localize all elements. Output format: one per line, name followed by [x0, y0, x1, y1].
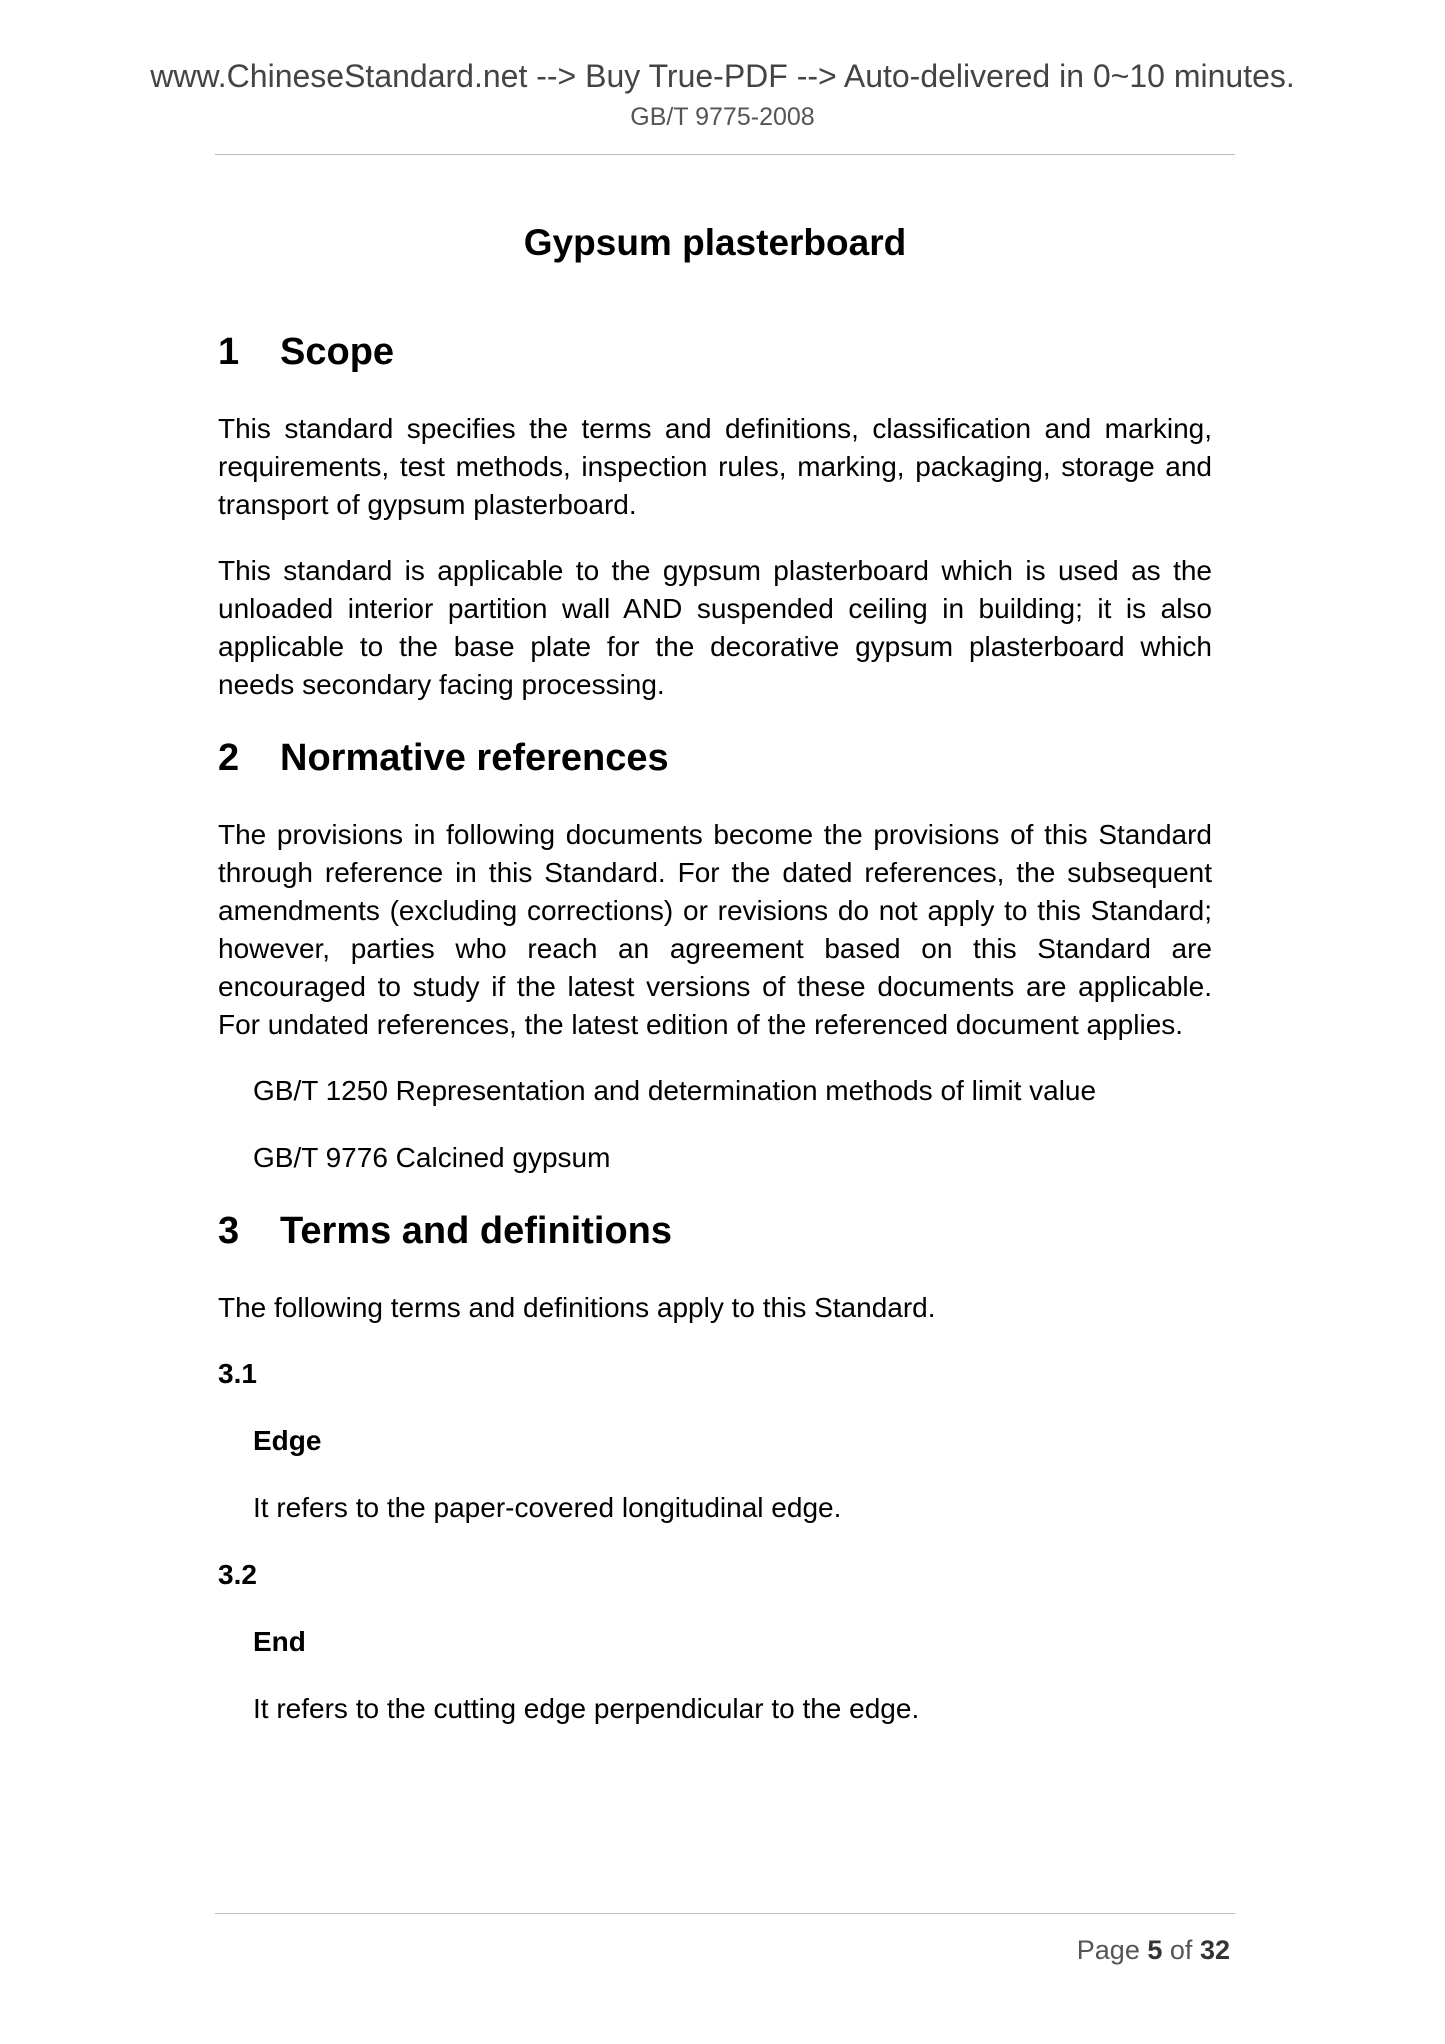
scope-paragraph-1: This standard specifies the terms and definitions, classification and marking, requirements, test methods, inspection rules, marking, packaging, storage and transport of gypsum plasterboard. [218, 413, 1212, 520]
terms-intro: The following terms and definitions apply to this Standard. [218, 1292, 936, 1323]
reference-item: GB/T 1250 Representation and determination methods of limit value [253, 1075, 1097, 1106]
page-number [1077, 1933, 1230, 1967]
references-paragraph: The provisions in following documents become the provisions of this Standard through reference in this Standard. For the dated references, the subsequent amendments (excluding corrections) or revisions do not apply to this Standard; however, parties who reach an agreement based on this Standard are encouraged to study if the latest versions of these documents are applicable. For undated references, the latest edition of the referenced document applies. [218, 819, 1212, 1040]
section-number: 3 [218, 1210, 240, 1252]
term-definition: It refers to the cutting edge perpendicular to the edge. [253, 1693, 920, 1724]
term-definition: It refers to the paper-covered longitudinal edge. [253, 1492, 842, 1523]
section-heading-normative-references [218, 734, 1212, 782]
page-separator: of [1169, 1935, 1193, 1965]
scope-paragraph-2: This standard is applicable to the gypsum plasterboard which is used as the unloaded interior partition wall AND suspended ceiling in building; it is also applicable to the base plate for the decorative gypsum plasterboard which needs secondary facing processing. [218, 555, 1212, 700]
reference-item: GB/T 9776 Calcined gypsum [253, 1142, 611, 1173]
page-content [218, 218, 1212, 1757]
page-total: 32 [1199, 1935, 1230, 1965]
footer-divider [215, 1913, 1235, 1914]
section-heading-terms-and-definitions [218, 1207, 1212, 1255]
section-title: Terms and definitions [280, 1210, 673, 1252]
section-title: Normative references [280, 737, 669, 779]
term-name: End [253, 1626, 306, 1657]
section-number: 2 [218, 737, 240, 779]
page-current: 5 [1147, 1935, 1163, 1965]
site-banner: www.ChineseStandard.net --> Buy True-PDF --> Auto-delivered in 0~10 minutes. [150, 58, 1295, 94]
header-divider [215, 154, 1235, 155]
section-heading-scope [218, 328, 1212, 376]
standard-code: GB/T 9775-2008 [630, 103, 815, 131]
section-number: 1 [218, 331, 240, 373]
document-title: Gypsum plasterboard [523, 222, 907, 263]
page-prefix: Page [1076, 1935, 1140, 1965]
term-number: 3.2 [218, 1559, 257, 1590]
term-name: Edge [253, 1425, 322, 1456]
term-number: 3.1 [218, 1358, 257, 1389]
section-title: Scope [280, 331, 395, 373]
